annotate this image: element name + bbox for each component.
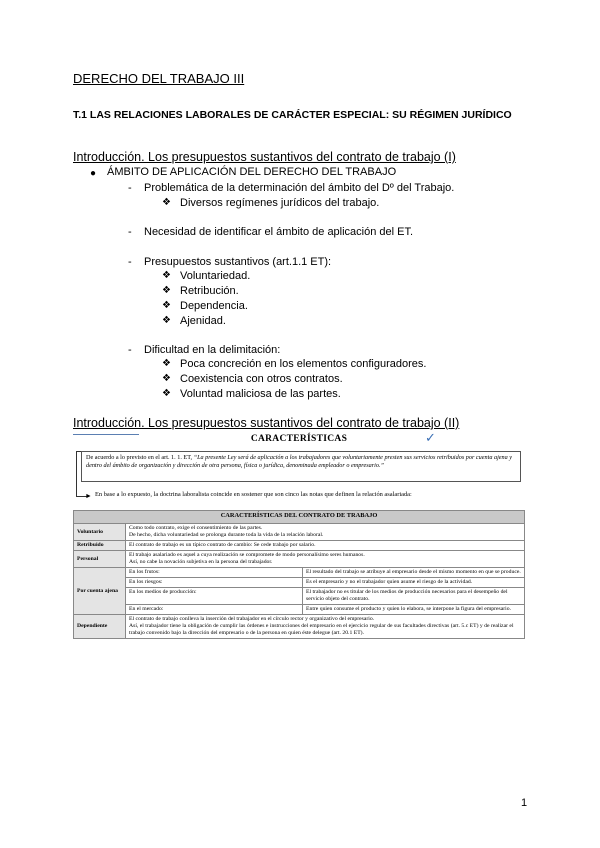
table-row <box>74 605 525 615</box>
diamond-bullet-icon: ❖ <box>162 388 171 399</box>
sub-text: Es el empresario y no el trabajador quien asume el riesgo de la actividad. <box>303 578 525 588</box>
dash-marker: - <box>128 182 132 194</box>
table-row <box>74 568 525 578</box>
sub-list-item: Diversos regímenes jurídicos del trabajo. <box>180 197 380 209</box>
sub-text: El trabajador no es titular de los medios de producción necesarios para el desempeño del servicio objeto del contrato. <box>303 588 525 605</box>
sub-label: En los medios de producción: <box>126 588 303 605</box>
check-mark-icon: ✓ <box>425 430 436 445</box>
list-item: Presupuestos sustantivos (art.1.1 ET): <box>144 256 332 268</box>
row-text-line: El contrato de trabajo conlleva la inserción del trabajador en el círculo rector y organizativo del empresario. <box>129 616 375 622</box>
diamond-bullet-icon: ❖ <box>162 358 171 369</box>
table-row <box>74 615 525 639</box>
dash-marker: - <box>128 344 132 356</box>
document-title: DERECHO DEL TRABAJO III <box>73 71 245 86</box>
list-item: Dificultad en la delimitación: <box>144 344 281 356</box>
sub-label: En los frutos: <box>126 568 303 578</box>
quote-box <box>81 451 521 482</box>
table-row <box>74 578 525 588</box>
row-text <box>126 551 525 568</box>
dash-marker: - <box>128 256 132 268</box>
table-header: CARACTERÍSTICAS DEL CONTRATO DE TRABAJO <box>74 511 525 524</box>
conclusion-text: En base a lo expuesto, la doctrina laboralista coincide en sostener que son cinco las notas que definen la relación asalariada: <box>95 491 412 498</box>
characteristics-table <box>73 510 525 639</box>
diamond-bullet-icon: ❖ <box>162 300 171 311</box>
page-number: 1 <box>521 797 528 809</box>
diamond-bullet-icon: ❖ <box>162 315 171 326</box>
table-row <box>74 588 525 605</box>
row-name: Por cuenta ajena <box>74 568 126 615</box>
diamond-bullet-icon: ❖ <box>162 270 171 281</box>
sub-text: Entre quien consume el producto y quien lo elabora, se interpone la figura del empresario. <box>303 605 525 615</box>
sub-list-item: Dependencia. <box>180 300 248 312</box>
row-name: Dependiente <box>74 615 126 639</box>
row-text-line: De hecho, dicha voluntariedad se prolonga durante toda la vida de la relación laboral. <box>129 532 324 538</box>
row-text-line: Como todo contrato, exige el consentimiento de las partes. <box>129 525 263 531</box>
table-row <box>74 541 525 551</box>
table-row <box>74 524 525 541</box>
sub-list-item: Voluntariedad. <box>180 270 251 282</box>
sub-label: En el mercado: <box>126 605 303 615</box>
row-text: El contrato de trabajo es un típico contrato de cambio: Se cede trabajo por salario. <box>126 541 525 551</box>
arrow-icon: ► <box>85 492 92 500</box>
dash-marker: - <box>128 226 132 238</box>
characteristics-figure <box>73 430 525 684</box>
bullet-icon: ● <box>90 168 97 179</box>
table-row <box>74 551 525 568</box>
quote-intro: De acuerdo a lo previsto en el art. 1. 1. ET, <box>86 454 193 461</box>
connector-line <box>76 451 77 497</box>
diamond-bullet-icon: ❖ <box>162 197 171 208</box>
row-text-line: Así, el trabajador tiene la obligación de cumplir las órdenes e instrucciones del empresario en el ejercicio regular de sus facultades directivas (art. 5.c ET) y de realizar el trabajo convenido bajo la dirección del empresario o de la persona en quien éste delegue (art. 20.1 ET). <box>129 623 514 636</box>
sub-label: En los riesgos: <box>126 578 303 588</box>
quote-text: “La presente Ley será de aplicación a los trabajadores que voluntariamente presten sus servicios retribuidos por cuenta ajena y dentro del ámbito de organización y dirección de otra persona, física o jurídica, denominada empleador o empresario.” <box>86 454 513 469</box>
section-heading-2: Introducción. Los presupuestos sustantivos del contrato de trabajo (II) <box>73 416 460 430</box>
sub-text: El resultado del trabajo se atribuye al empresario desde el mismo momento en que se produce. <box>303 568 525 578</box>
list-item: Problemática de la determinación del ámbito del Dº del Trabajo. <box>144 182 455 194</box>
row-text <box>126 524 525 541</box>
diamond-bullet-icon: ❖ <box>162 285 171 296</box>
sub-list-item: Coexistencia con otros contratos. <box>180 373 343 385</box>
row-name: Personal <box>74 551 126 568</box>
figure-heading: CARACTERÍSTICAS <box>250 434 348 444</box>
row-text-line: El trabajo asalariado es aquel a cuya realización se compromete de modo personalísimo seres humanos. <box>129 552 365 558</box>
row-name: Voluntario <box>74 524 126 541</box>
sub-list-item: Retribución. <box>180 285 239 297</box>
sub-list-item: Poca concreción en los elementos configuradores. <box>180 358 427 370</box>
sub-list-item: Voluntad maliciosa de las partes. <box>180 388 341 400</box>
bullet-title: ÁMBITO DE APLICACIÓN DEL DERECHO DEL TRABAJO <box>107 166 397 178</box>
row-name: Retribuido <box>74 541 126 551</box>
row-text-line: Así, no cabe la novación subjetiva en la persona del trabajador. <box>129 559 273 565</box>
list-item: Necesidad de identificar el ámbito de aplicación del ET. <box>144 226 414 238</box>
section-heading-1: Introducción. Los presupuestos sustantivos del contrato de trabajo (I) <box>73 150 456 164</box>
sub-list-item: Ajenidad. <box>180 315 226 327</box>
diamond-bullet-icon: ❖ <box>162 373 171 384</box>
topic-title: T.1 LAS RELACIONES LABORALES DE CARÁCTER ESPECIAL: SU RÉGIMEN JURÍDICO <box>73 109 512 121</box>
row-text <box>126 615 525 639</box>
